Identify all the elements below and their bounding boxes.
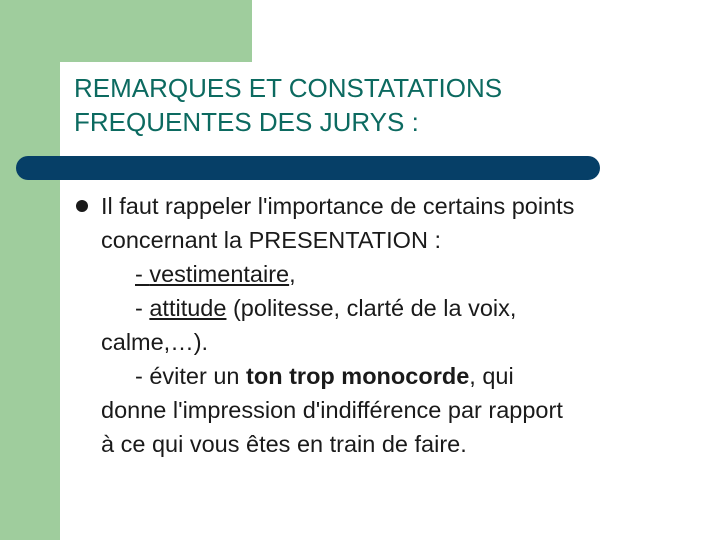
body-line-8: à ce qui vous êtes en train de faire. (101, 431, 467, 457)
line-6-start: - éviter un (135, 363, 247, 389)
body-line-6 (101, 359, 701, 393)
body-line-3 (101, 257, 701, 291)
body-line-5: calme,…). (101, 329, 209, 355)
title-divider (16, 156, 600, 180)
attitude-term: attitude (149, 295, 227, 321)
monotone-term: ton trop monocorde (246, 363, 470, 389)
line-4-end: (politesse, clarté de la voix, (226, 295, 517, 321)
body-line-4 (101, 291, 701, 325)
top-accent-block (0, 0, 252, 62)
vestimentaire-term: vestimentaire (149, 261, 290, 287)
slide-title: REMARQUES ET CONSTATATIONS FREQUENTES DES JURYS : (74, 73, 503, 137)
left-accent-bar (0, 0, 60, 540)
body-line-1: Il faut rappeler l'importance de certains points (101, 193, 575, 219)
line-6-end: , qui (469, 363, 514, 389)
dash: - (135, 295, 150, 321)
body-line-2: concernant la PRESENTATION : (101, 227, 441, 253)
body-line-7: donne l'impression d'indifférence par rapport (101, 397, 563, 423)
line-3-end: , (289, 261, 296, 287)
dash-underlined: - (135, 261, 150, 287)
slide-body (101, 189, 701, 461)
bullet-icon (76, 200, 88, 212)
